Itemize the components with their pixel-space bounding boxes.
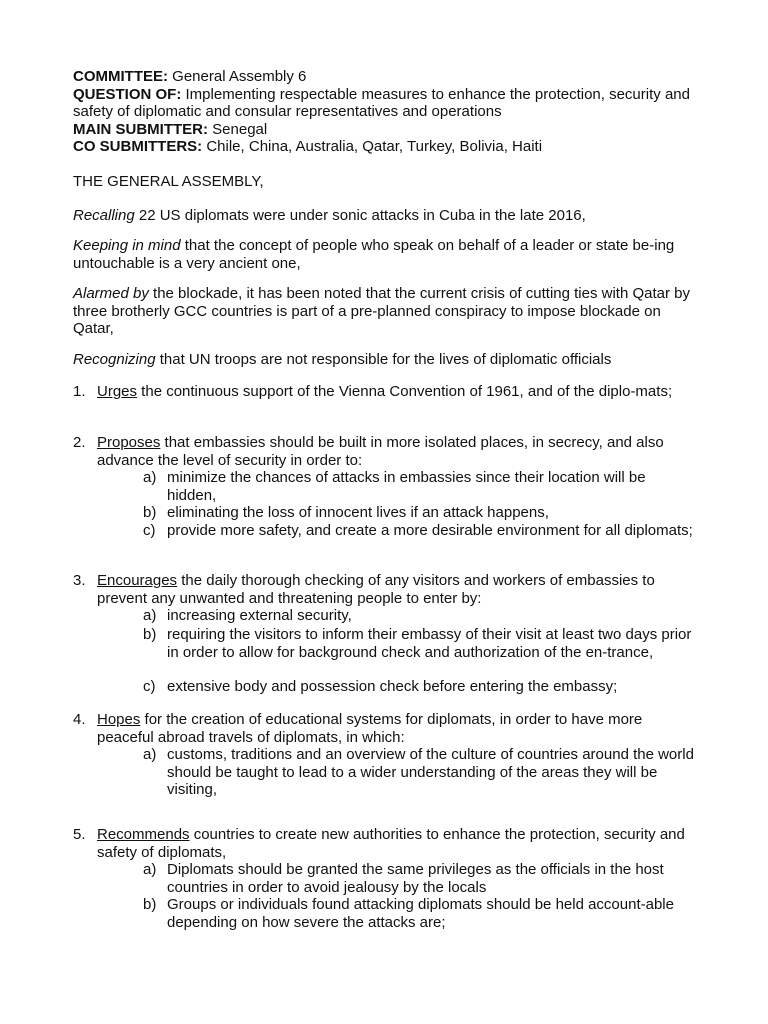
sub-clause <box>143 522 698 540</box>
preamble-clause <box>73 351 698 369</box>
operative-clause-4 <box>73 711 698 746</box>
committee-label: COMMITTEE: <box>73 68 168 85</box>
preamble-phrase: Recalling <box>73 207 135 224</box>
general-assembly-heading: THE GENERAL ASSEMBLY, <box>73 173 264 190</box>
preamble-clause <box>73 207 698 225</box>
sub-clause <box>143 678 698 696</box>
clause-text: for the creation of educational systems for diplomats, in order to have more peaceful abroad travels of diplomats, in which: <box>97 711 643 746</box>
clause-verb: Recommends <box>97 826 190 843</box>
sub-clause-text: Groups or individuals found attacking diplomats should be held account-able depending on how severe the attacks are; <box>167 896 674 931</box>
sub-clause-text: eliminating the loss of innocent lives if an attack happens, <box>167 504 549 521</box>
sub-clause-label: c) <box>143 522 156 539</box>
clause-number: 3. <box>73 572 86 589</box>
sub-clause <box>143 896 698 931</box>
preamble-phrase: Keeping in mind <box>73 237 181 254</box>
sub-clause-label: b) <box>143 504 157 521</box>
clause-text: that embassies should be built in more isolated places, in secrecy, and also advance the level of security in order to: <box>97 434 664 469</box>
clause-verb: Proposes <box>97 434 161 451</box>
preamble-phrase: Alarmed by <box>73 285 149 302</box>
operative-clause-1 <box>73 383 698 401</box>
committee-line <box>73 68 713 86</box>
question-line <box>73 86 713 121</box>
sub-clause-label: a) <box>143 861 157 878</box>
clause-verb: Urges <box>97 383 138 400</box>
sub-clause <box>143 626 698 661</box>
committee-value: General Assembly 6 <box>168 68 307 85</box>
clause-number: 1. <box>73 383 86 400</box>
sub-clause-text: requiring the visitors to inform their embassy of their visit at least two days prior in order to allow for background check and authorization of the en-trance, <box>167 626 692 661</box>
sub-clause-label: c) <box>143 678 156 695</box>
sub-clause <box>143 607 698 625</box>
sub-clause-text: increasing external security, <box>167 607 352 624</box>
preamble-clause <box>73 285 698 338</box>
sub-clause-label: a) <box>143 607 157 624</box>
preamble-text: that UN troops are not responsible for the lives of diplomatic officials <box>155 351 612 368</box>
preamble-phrase: Recognizing <box>73 351 156 368</box>
operative-clause-3 <box>73 572 698 607</box>
sub-clause-text: Diplomats should be granted the same privileges as the officials in the host countries in order to avoid jealousy by the locals <box>167 861 664 896</box>
clause-verb: Hopes <box>97 711 141 728</box>
sub-clause-text: extensive body and possession check before entering the embassy; <box>167 678 618 695</box>
clause-number: 4. <box>73 711 86 728</box>
sub-clause-label: b) <box>143 896 157 913</box>
sub-clause-label: a) <box>143 746 157 763</box>
operative-clause-5 <box>73 826 698 861</box>
sub-clause <box>143 861 698 896</box>
question-label: QUESTION OF: <box>73 85 182 103</box>
clause-text: the daily thorough checking of any visitors and workers of embassies to prevent any unwanted and threatening people to enter by: <box>97 572 655 607</box>
clause-verb: Encourages <box>97 572 178 589</box>
resolution-header <box>73 68 713 156</box>
question-value: Implementing respectable measures to enhance the protection, security and safety of diplomatic and consular representatives and operations <box>73 85 690 120</box>
sub-clause-text: provide more safety, and create a more desirable environment for all diplomats; <box>167 522 693 539</box>
preamble-clause <box>73 237 698 272</box>
co-submitters-value: Chile, China, Australia, Qatar, Turkey, Bolivia, Haiti <box>202 138 543 155</box>
clause-text: the continuous support of the Vienna Convention of 1961, and of the diplo-mats; <box>137 383 673 400</box>
sub-clause-label: a) <box>143 469 157 486</box>
sub-clause-text: customs, traditions and an overview of the culture of countries around the world should be taught to lead to a wider understanding of the areas they will be visiting, <box>167 746 694 798</box>
sub-clause-label: b) <box>143 626 157 643</box>
sub-clause <box>143 504 698 522</box>
sub-clause-text: minimize the chances of attacks in embassies since their location will be hidden, <box>167 469 646 504</box>
main-submitter-value: Senegal <box>208 120 268 138</box>
main-submitter-line <box>73 121 713 139</box>
main-submitter-label: MAIN SUBMITTER: <box>73 120 208 138</box>
clause-text: countries to create new authorities to enhance the protection, security and safety of diplomats, <box>97 826 685 861</box>
clause-number: 2. <box>73 434 86 451</box>
clause-number: 5. <box>73 826 86 843</box>
preamble-text: the blockade, it has been noted that the current crisis of cutting ties with Qatar by three brotherly GCC countries is part of a pre-planned conspiracy to impose blockade on Qatar, <box>73 285 691 337</box>
operative-clause-2 <box>73 434 698 469</box>
co-submitters-label: CO SUBMITTERS: <box>73 138 203 155</box>
preamble-text: that the concept of people who speak on behalf of a leader or state be-ing untouchable is a very ancient one, <box>73 237 675 272</box>
sub-clause <box>143 469 698 504</box>
co-submitters-line <box>73 138 713 156</box>
preamble-text: 22 US diplomats were under sonic attacks in Cuba in the late 2016, <box>134 207 586 224</box>
sub-clause <box>143 746 698 799</box>
